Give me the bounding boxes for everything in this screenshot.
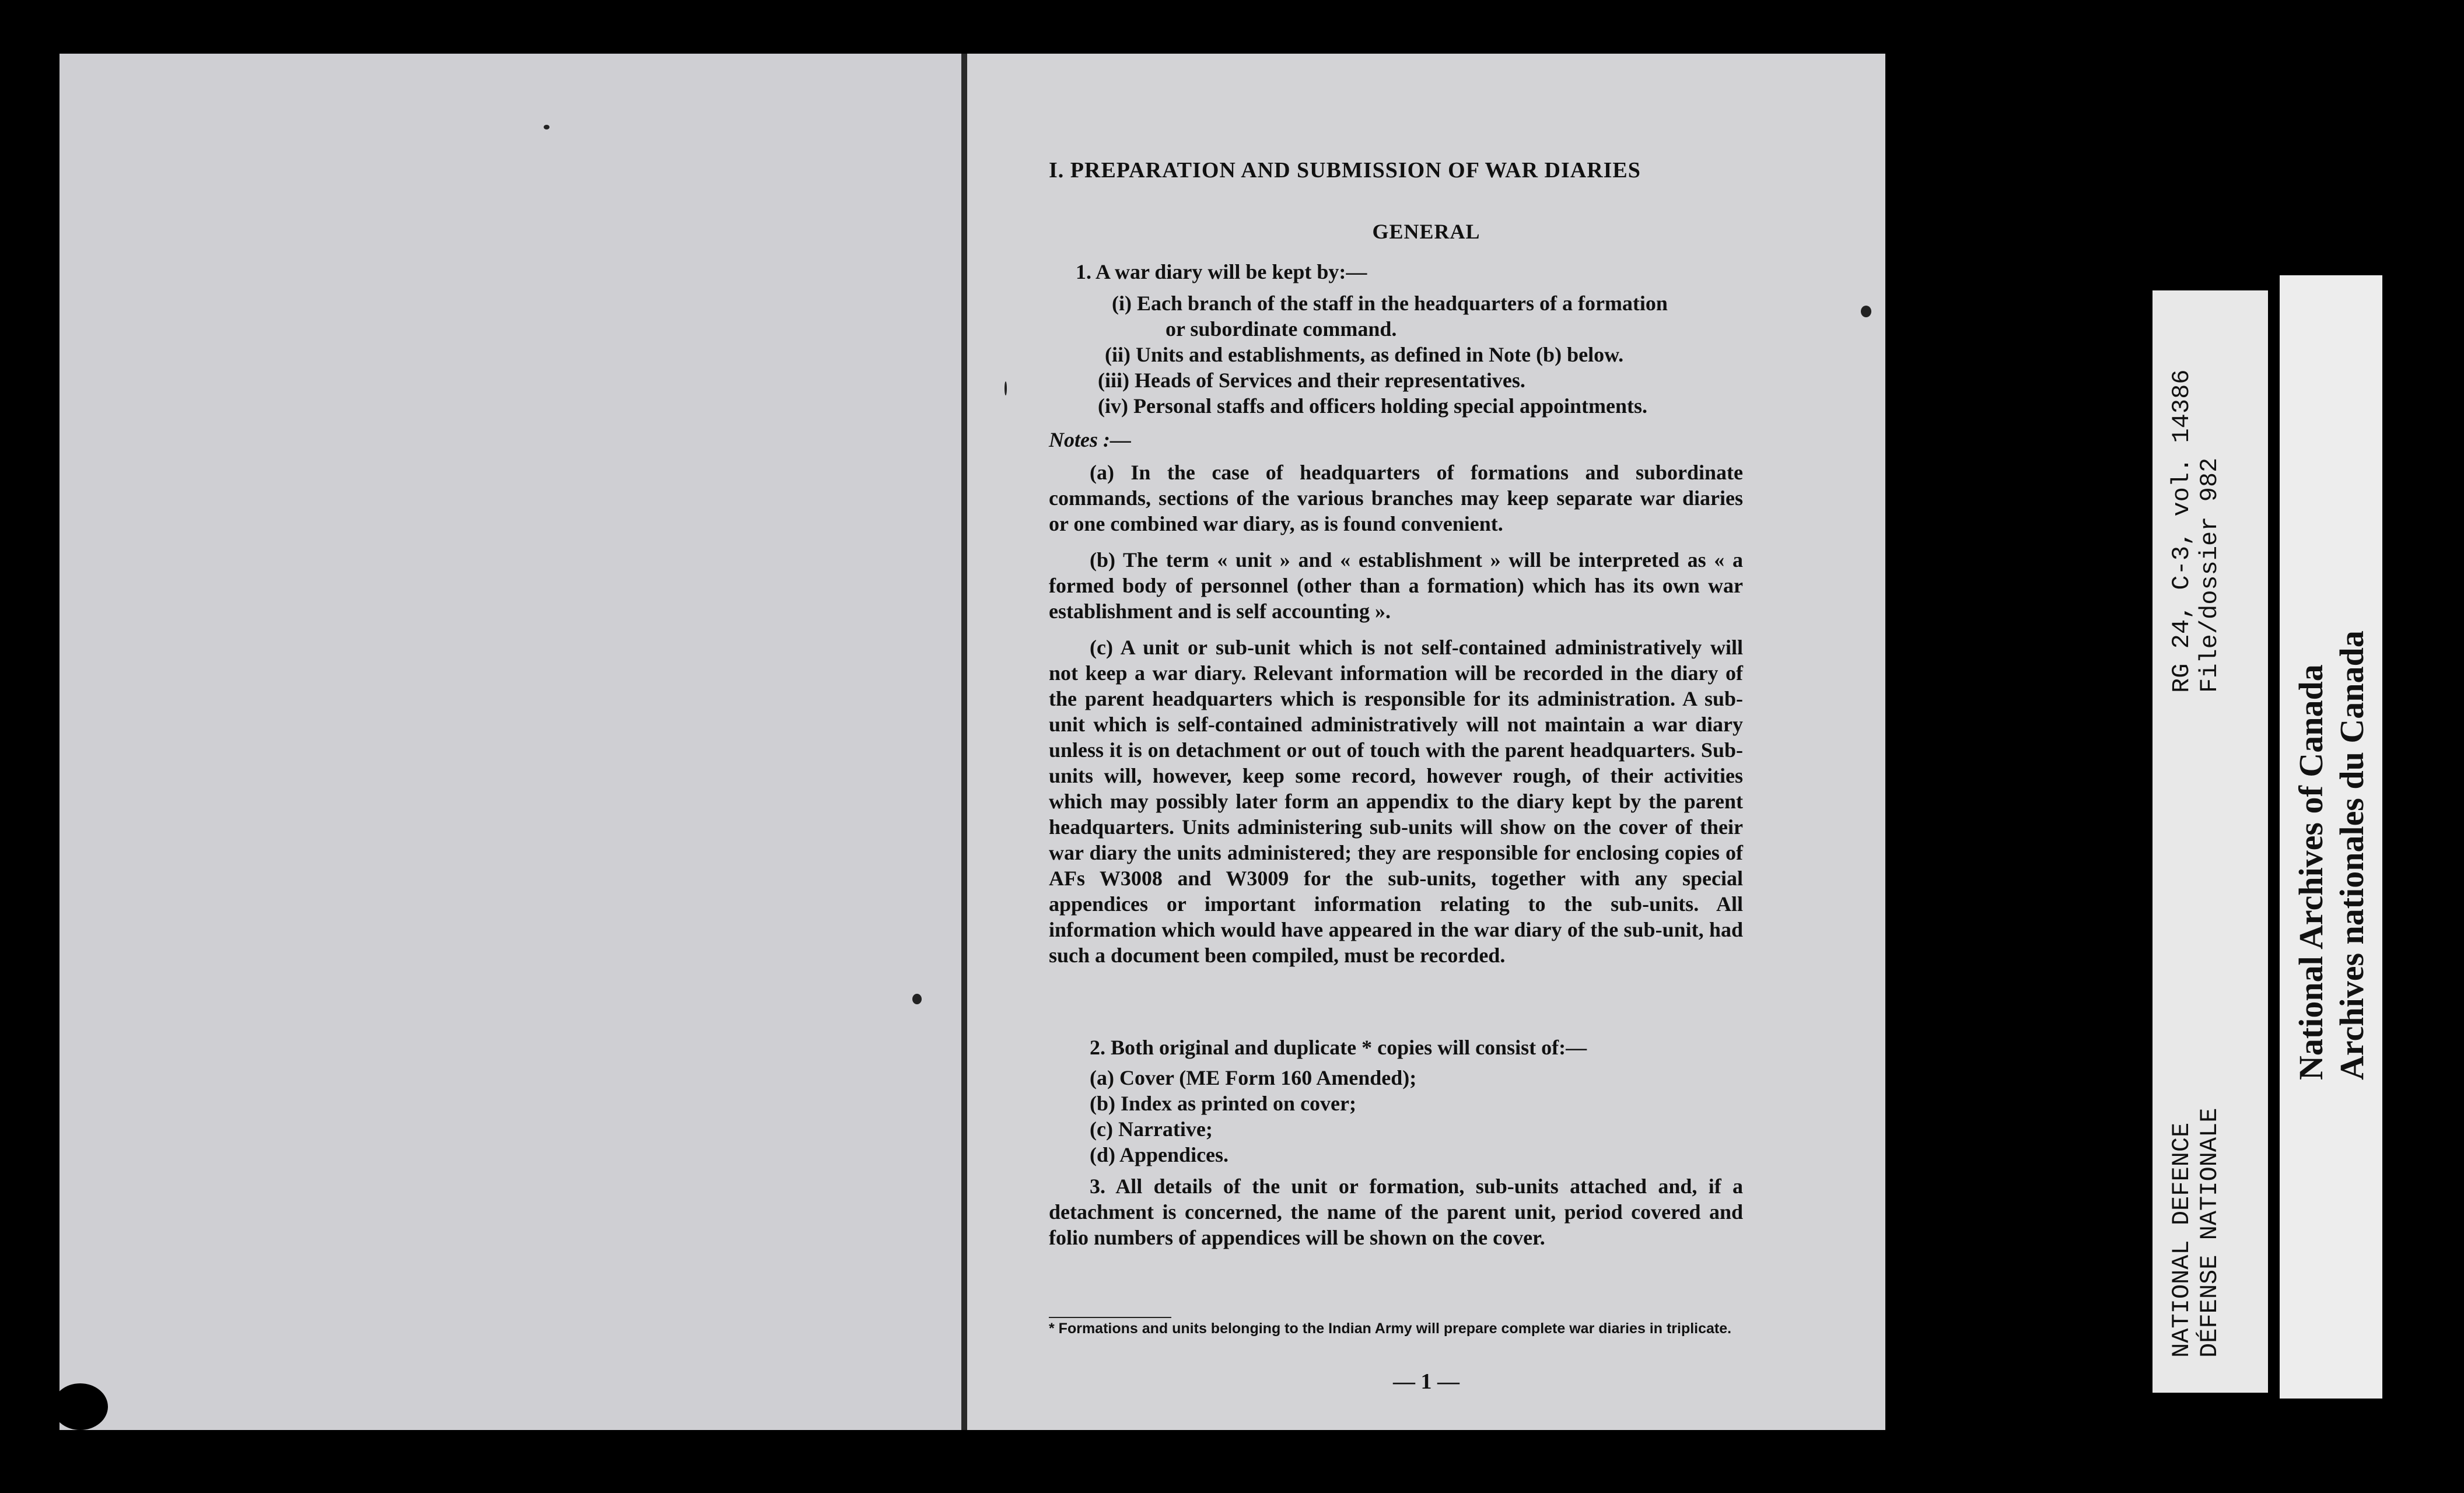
scan-corner-shadow bbox=[52, 1383, 108, 1430]
note-a: (a) In the case of headquarters of formations and subordinate commands, sections of the various branches may keep separate war diaries or one combined war diary, as is found convenient. bbox=[1049, 461, 1743, 535]
footnote: * Formations and units belonging to the Indian Army will prepare complete war diaries in triplicate. bbox=[1049, 1320, 1732, 1337]
paragraph-2-intro: 2. Both original and duplicate * copies will consist of:— bbox=[1090, 1036, 1587, 1059]
record-group-reference: RG 24, C-3, vol. 14386 bbox=[2168, 369, 2196, 693]
paragraph-3: 3. All details of the unit or formation, sub-units attached and, if a detachment is concerned, the name of the parent unit, period covered and folio numbers of appendices will be shown on the cover. bbox=[1049, 1175, 1743, 1249]
note-c: (c) A unit or sub-unit which is not self-contained administratively will not keep a war diary. Relevant information will be recorded in the diary of the parent headquarters which is responsible for its administration. A sub-unit which is self-contained administratively will not maintain a war diary unless it is on detachment or out of touch with the parent headquarters. Sub-units will, however, keep some record, however rough, of their activities which may possibly later form an appendix to the diary kept by the parent headquarters. Units administering sub-units will show on the cover of their war diary the units administered; they are responsible for enclosing copies of AFs W3008 and W3009 for the sub-units, together with any special appendices or important information relating to the sub-units. All information which would have appeared in the war diary of the sub-unit, had such a document been compiled, must be recorded. bbox=[1049, 636, 1743, 967]
list-item: (c) Narrative; bbox=[1090, 1117, 1213, 1141]
list-item: (iii) Heads of Services and their representatives. bbox=[1098, 369, 1525, 392]
list-item: (d) Appendices. bbox=[1090, 1143, 1229, 1166]
department-line-fr: DÉFENSE NATIONALE bbox=[2196, 1108, 2224, 1358]
scan-speck bbox=[1005, 381, 1007, 395]
archive-name-en: National Archives of Canada bbox=[2292, 664, 2330, 1080]
left-page-blank bbox=[60, 54, 963, 1430]
page-number: — 1 — bbox=[1393, 1369, 1460, 1394]
department-line-en: NATIONAL DEFENCE bbox=[2168, 1122, 2196, 1358]
list-item: (a) Cover (ME Form 160 Amended); bbox=[1090, 1066, 1417, 1089]
scan-speck bbox=[912, 994, 922, 1004]
scan-speck bbox=[1861, 306, 1871, 317]
list-item: or subordinate command. bbox=[1166, 317, 1397, 341]
list-item: (ii) Units and establishments, as defined in Note (b) below. bbox=[1105, 343, 1624, 366]
scan-speck bbox=[544, 125, 550, 129]
archive-name-fr: Archives nationales du Canada bbox=[2333, 630, 2371, 1080]
list-item: (iv) Personal staffs and officers holding special appointments. bbox=[1098, 394, 1648, 418]
list-item: (i) Each branch of the staff in the headquarters of a formation bbox=[1112, 292, 1668, 315]
footnote-rule bbox=[1049, 1317, 1171, 1318]
scanned-book-spread bbox=[60, 54, 1885, 1430]
file-reference: File/dossier 982 bbox=[2196, 457, 2224, 693]
right-page bbox=[967, 54, 1885, 1430]
archive-name-strip bbox=[2280, 275, 2382, 1399]
paragraph-1-intro: 1. A war diary will be kept by:— bbox=[1076, 260, 1367, 283]
list-item: (b) Index as printed on cover; bbox=[1090, 1092, 1356, 1115]
note-b: (b) The term « unit » and « establishment » will be interpreted as « a formed body of personnel (other than a formation) which has its own war establishment and is self accounting ». bbox=[1049, 548, 1743, 623]
section-heading: GENERAL bbox=[1372, 220, 1480, 243]
notes-label: Notes :— bbox=[1049, 428, 1131, 451]
archive-reference-strip bbox=[2152, 290, 2268, 1393]
page-title: I. PREPARATION AND SUBMISSION OF WAR DIARIES bbox=[1049, 158, 1641, 183]
